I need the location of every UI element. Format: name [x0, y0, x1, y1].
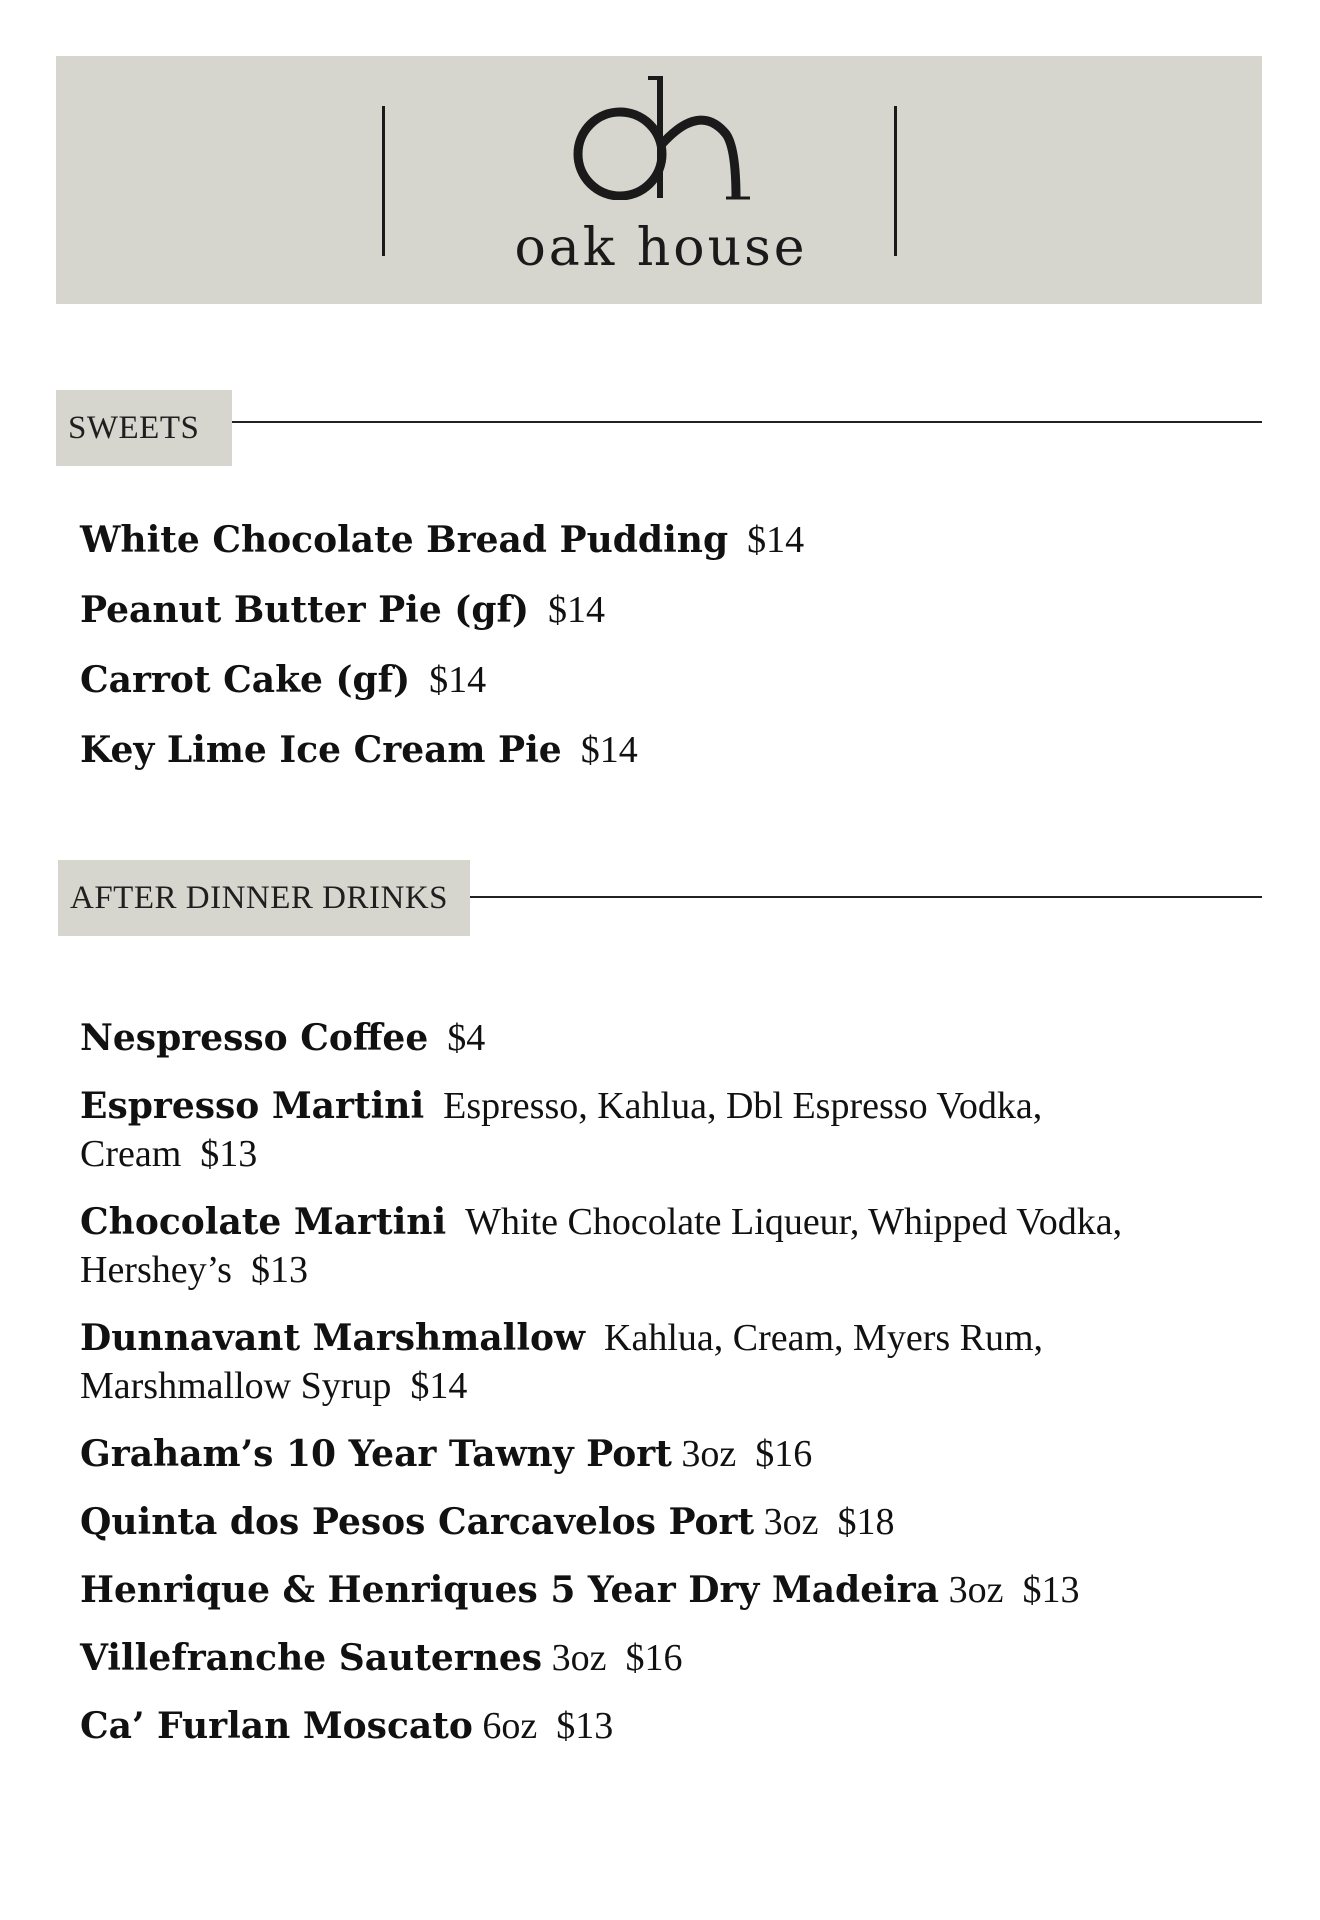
oak-house-logo-monogram: [550, 74, 770, 200]
menu-item: [80, 1498, 1170, 1546]
item-price: $13: [250, 1249, 308, 1291]
item-name: Villefranche Sauternes: [80, 1637, 543, 1679]
section-rule-sweets: [232, 421, 1262, 423]
item-price: $4: [447, 1017, 486, 1059]
item-price: $14: [580, 729, 638, 771]
section-rule-drinks: [470, 896, 1262, 898]
item-name: Chocolate Martini: [80, 1201, 447, 1243]
item-name: Quinta dos Pesos Carcavelos Port: [80, 1501, 755, 1543]
section-title-after-dinner-drinks: AFTER DINNER DRINKS: [58, 860, 470, 936]
menu-item: [80, 726, 1170, 774]
item-price: $18: [837, 1501, 895, 1543]
item-price: $16: [755, 1433, 813, 1475]
item-name: Espresso Martini: [80, 1085, 425, 1127]
item-name: Nespresso Coffee: [80, 1017, 429, 1059]
menu-item: [80, 586, 1170, 634]
item-name: Henrique & Henriques 5 Year Dry Madeira: [80, 1569, 940, 1611]
item-size: 3oz: [763, 1501, 819, 1543]
menu-item: [80, 1314, 1170, 1410]
item-name: Key Lime Ice Cream Pie: [80, 729, 562, 771]
header-divider-left: [382, 106, 385, 256]
menu-item: [80, 1014, 1170, 1062]
item-price: $14: [429, 659, 487, 701]
item-price: $13: [1022, 1569, 1080, 1611]
logo-wordmark: oak house: [514, 218, 808, 278]
item-size: 3oz: [551, 1637, 607, 1679]
menu-item: [80, 1198, 1170, 1294]
item-price: $14: [548, 589, 606, 631]
sweets-list: [80, 516, 1170, 796]
drinks-list: [80, 1014, 1170, 1770]
menu-item: [80, 1702, 1170, 1750]
item-price: $14: [410, 1365, 468, 1407]
menu-item: [80, 516, 1170, 564]
item-name: Peanut Butter Pie (gf): [80, 589, 530, 631]
item-name: Graham’s 10 Year Tawny Port: [80, 1433, 672, 1475]
menu-item: [80, 1430, 1170, 1478]
item-size: 3oz: [948, 1569, 1004, 1611]
item-name: White Chocolate Bread Pudding: [80, 519, 729, 561]
menu-item: [80, 1566, 1170, 1614]
menu-item: [80, 656, 1170, 704]
menu-item: [80, 1082, 1170, 1178]
section-title-sweets: SWEETS: [56, 390, 232, 466]
header-band: [56, 56, 1262, 304]
item-size: 3oz: [681, 1433, 737, 1475]
item-price: $13: [200, 1133, 258, 1175]
item-name: Dunnavant Marshmallow: [80, 1317, 586, 1359]
item-price: $13: [556, 1705, 614, 1747]
menu-item: [80, 1634, 1170, 1682]
item-price: $14: [747, 519, 805, 561]
item-size: 6oz: [482, 1705, 538, 1747]
item-name: Ca’ Furlan Moscato: [80, 1705, 473, 1747]
item-price: $16: [625, 1637, 683, 1679]
item-description: Kahlua, Cream, Myers Rum, Marshmallow Syrup: [80, 1317, 1044, 1407]
item-description: Espresso, Kahlua, Dbl Espresso Vodka, Cream: [80, 1085, 1043, 1175]
item-description: White Chocolate Liqueur, Whipped Vodka, Hershey’s: [80, 1201, 1123, 1291]
item-name: Carrot Cake (gf): [80, 659, 411, 701]
header-divider-right: [894, 106, 897, 256]
